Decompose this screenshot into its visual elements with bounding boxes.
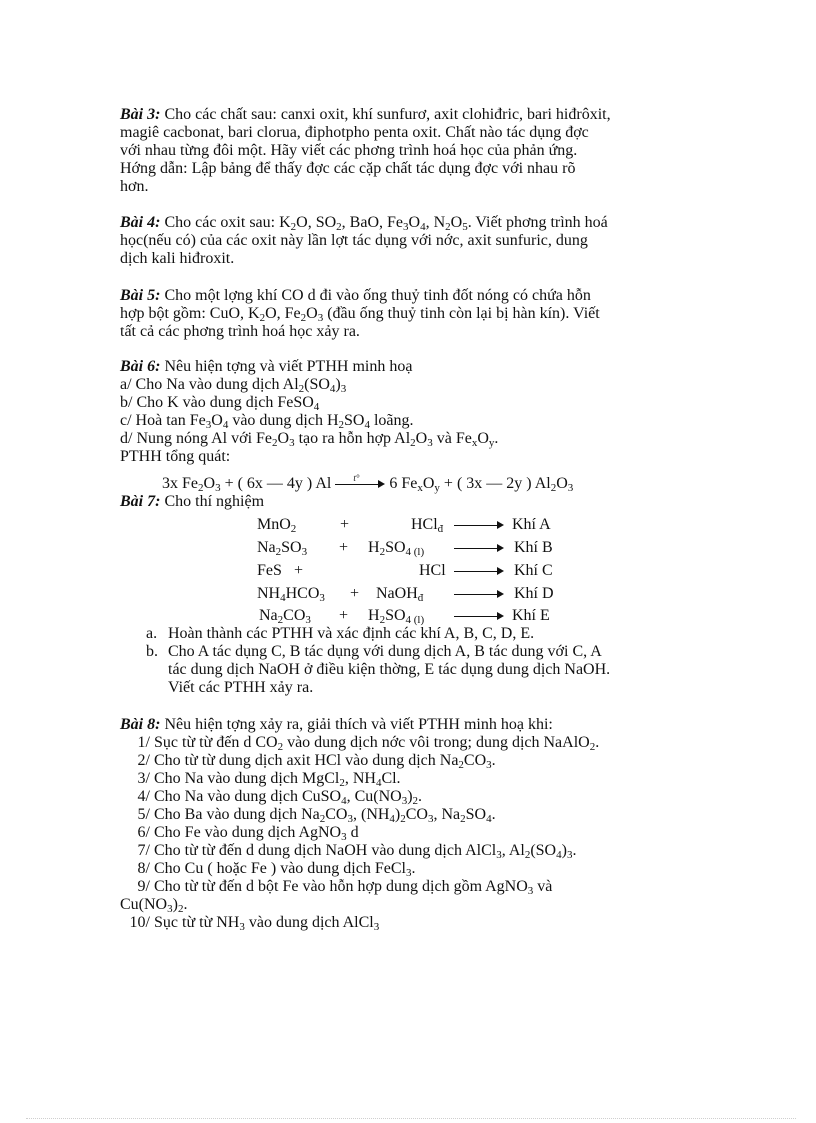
exercise-6-item-b: b/ Cho K vào dung dịch FeSO$_4$: [120, 394, 320, 413]
exercise-5-line-3: tất cả các phơng trình hoá học xảy ra.: [120, 323, 360, 340]
plus-sign: +: [340, 516, 350, 533]
exercise-3-line-5: hơn.: [120, 178, 149, 195]
exercise-5-label: Bài 5:: [120, 287, 161, 304]
plus-sign: +: [294, 562, 304, 579]
exercise-6-item-a: a/ Cho Na vào dung dịch $Al_2(SO_4)_3$: [120, 376, 347, 395]
exercise-3-line-2: magiê cacbonat, bari clorua, điphotpho penta oxit. Chất nào tác dụng đợc: [120, 124, 589, 141]
exercise-3: [120, 106, 611, 196]
item-9-line-2: $Cu(NO_3)_2$.: [120, 896, 188, 915]
reactant-b: $H_2SO_{4 (l)}$: [368, 607, 425, 626]
task-b: b. Cho A tác dụng C, B tác dụng với dung dịch A, B tác dung với C, A: [146, 643, 602, 660]
plus-sign: +: [339, 539, 349, 556]
gas-product: Khí E: [512, 607, 550, 624]
reaction-arrow-icon: [454, 610, 504, 622]
reactant-a: $Na_2SO_3$: [257, 539, 308, 558]
exercise-6: [120, 358, 498, 466]
gas-product: Khí D: [514, 585, 554, 602]
exercise-6-item-d: d/ Nung nóng Al với $Fe_2O_3$ tạo ra hỗn hợp $Al_2O_3$ và $Fe_xO_y$.: [120, 430, 499, 449]
reactant-b: HCl: [419, 562, 446, 579]
exercise-8-label: Bài 8:: [120, 716, 161, 733]
reactant-b: NaOH$_đ$: [376, 585, 424, 604]
exercise-8: [120, 716, 599, 932]
exercise-4-line-2: học(nếu có) của các oxit này lần lợt tác dụng với nớc, axit sunfuric, dung: [120, 232, 588, 249]
item-9: 9/ Cho từ từ đến d bột Fe vào hỗn hợp dung dịch gồm AgNO$_3$ và: [137, 878, 553, 897]
gas-product: Khí A: [512, 516, 551, 533]
item-10: 10/ Sục từ từ $NH_3$ vào dung dịch AlCl$_3$: [129, 914, 380, 933]
gas-product: Khí C: [514, 562, 553, 579]
exercise-5-line-1: Bài 5: Cho một lợng khí CO d đi vào ống thuỷ tinh đốt nóng có chứa hỗn: [120, 287, 591, 304]
reactant-b: HCl$_đ$: [411, 516, 444, 535]
exercise-7-label: Bài 7:: [120, 493, 161, 510]
exercise-7-line-1: Bài 7: Cho thí nghiệm: [120, 493, 265, 510]
reactant-b: $H_2SO_{4 (l)}$: [368, 539, 425, 558]
reaction-arrow-icon: [454, 565, 504, 577]
exercise-4-line-3: dịch kali hiđroxit.: [120, 250, 235, 267]
exercise-3-label: Bài 3:: [120, 106, 161, 123]
exercise-6-label: Bài 6:: [120, 358, 161, 375]
exercise-5: [120, 287, 600, 341]
exercise-3-line-4: Hớng dẫn: Lập bảng để thấy đợc các cặp chất tác dụng đợc với nhau rõ: [120, 160, 576, 177]
reaction-arrow-icon: [454, 519, 504, 531]
exercise-4-label: Bài 4:: [120, 214, 161, 231]
plus-sign: +: [350, 585, 360, 602]
exercise-6-line-1: Bài 6: Nêu hiện tợng và viết PTHH minh hoạ: [120, 358, 413, 375]
item-7: 7/ Cho từ từ đến d dung dịch NaOH vào dung dịch AlCl$_3$, $Al_2(SO_4)_3$.: [137, 842, 577, 861]
page-bottom-divider: [26, 1118, 796, 1119]
task-b-line-2: tác dung dịch NaOH ở điều kiện thờng, E tác dụng dung dịch NaOH.: [168, 661, 611, 678]
item-6: 6/ Cho Fe vào dung dịch AgNO$_3$ d: [137, 824, 359, 843]
plus-sign: +: [339, 607, 349, 624]
item-8: 8/ Cho Cu ( hoặc Fe ) vào dung dịch FeCl$_3$.: [137, 860, 416, 879]
exercise-7-tasks: [146, 625, 610, 697]
task-a: a. Hoàn thành các PTHH và xác định các khí A, B, C, D, E.: [146, 625, 535, 642]
exercise-6-item-c: c/ Hoà $\tan Fe_3O_4$ vào dung dịch $H_2SO_4$ loãng.: [120, 412, 414, 431]
exercise-3-line-3: với nhau từng đôi một. Hãy viết các phơng trình hoá học của phản ứng.: [120, 142, 578, 159]
reaction-arrow-icon: [454, 542, 504, 554]
exercise-4-line-1: Bài 4: Cho các oxit sau: $K_2O$, $SO_2$, BaO, $Fe_3O_4$, $N_2O_5$. Viết phơng trình hoá: [120, 214, 608, 233]
item-2: 2/ Cho từ từ dung dịch axit HCl vào dung dịch $Na_2CO_3$.: [137, 752, 496, 771]
reactant-a: MnO$_2$: [257, 516, 297, 535]
reaction-arrow-icon: [454, 588, 504, 600]
reactant-a: $NH_4HCO_3$: [257, 585, 325, 604]
gas-product: Khí B: [514, 539, 553, 556]
exercise-6-general-label: PTHH tổng quát:: [120, 448, 231, 465]
item-5: 5/ Cho Ba vào dung dịch $Na_2CO_3$, $(NH_4)_2CO_3$, $Na_2SO_4$.: [137, 806, 496, 825]
exercise-5-line-2: hợp bột gồm: CuO, $K_2O$, $Fe_2O_3$ (đầu ống thuỷ tinh còn lại bị hàn kín). Viết: [120, 305, 600, 324]
exercise-7: [120, 493, 264, 511]
item-1: 1/ Sục từ từ đến d $CO_2$ vào dung dịch nớc vôi trong; dung dịch NaAlO$_2$.: [137, 734, 600, 753]
reaction-arrow-icon: t°: [335, 478, 385, 490]
exercise-8-line-1: Bài 8: Nêu hiện tợng xảy ra, giải thích và viết PTHH minh hoạ khi:: [120, 716, 553, 733]
item-4: 4/ Cho Na vào dung dịch CuSO$_4$, $Cu(NO_3)_2$.: [137, 788, 423, 807]
item-3: 3/ Cho Na vào dung dịch MgCl$_2$, $NH_4Cl$.: [137, 770, 401, 789]
exercise-4: [120, 214, 608, 268]
general-equation: 3x $Fe_2O_3$ + ( 6x — 4y ) Al t° 6 $Fe_xO_y$ + ( 3x — 2y ) $Al_2O_3$: [162, 473, 574, 494]
reactant-a: $Na_2CO_3$: [259, 607, 311, 626]
task-b-line-3: Viết các PTHH xảy ra.: [168, 679, 314, 696]
reactant-a: FeS: [257, 562, 282, 579]
exercise-3-line-1: Bài 3: Cho các chất sau: canxi oxit, khí sunfurơ, axit clohiđric, bari hiđrôxit,: [120, 106, 611, 123]
